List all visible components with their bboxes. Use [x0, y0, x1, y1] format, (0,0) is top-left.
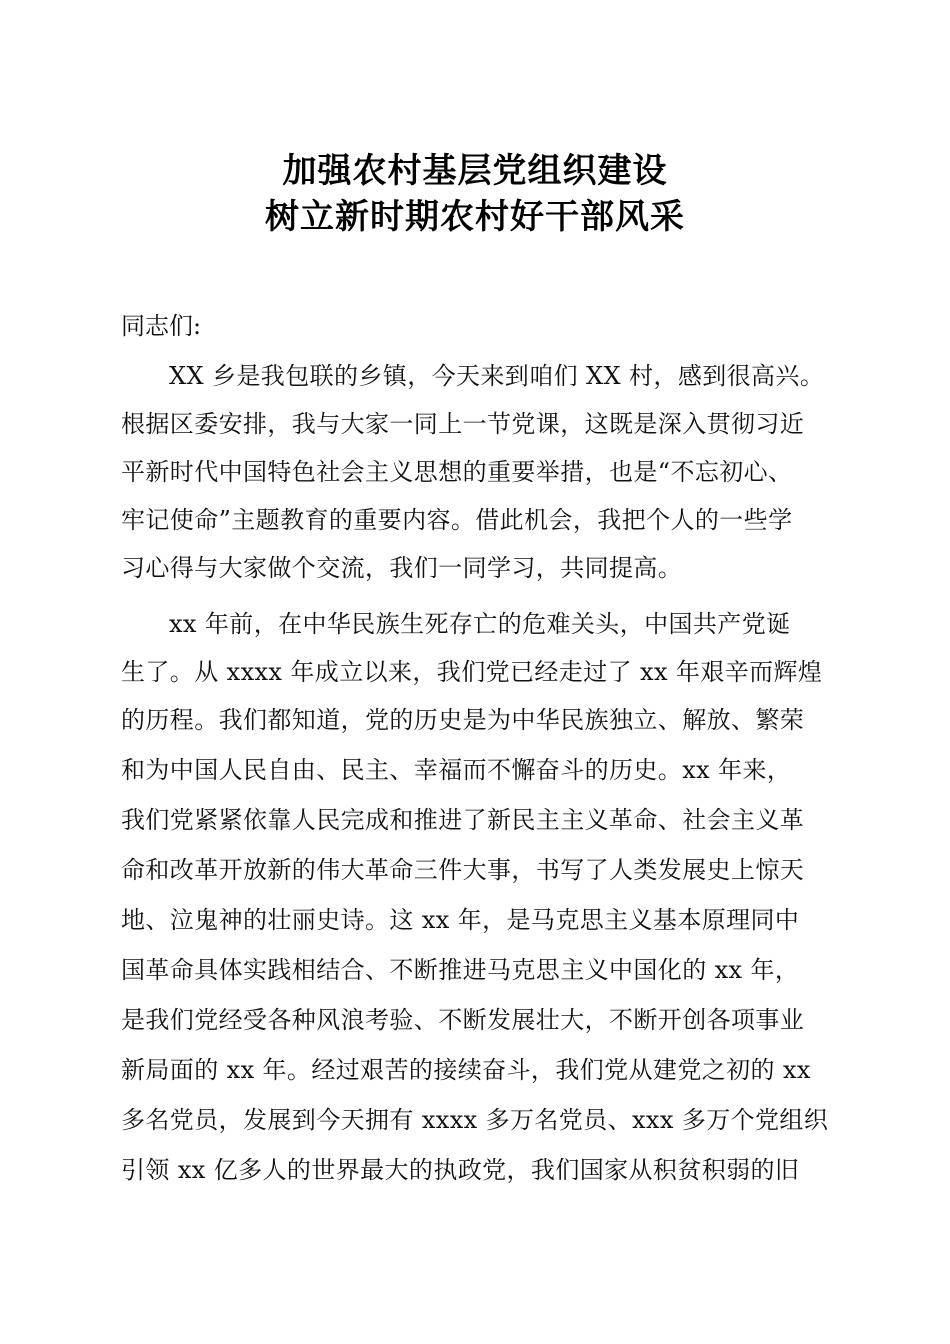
body-line: 我们党紧紧依靠人民完成和推进了新民主主义革命、社会主义革: [121, 806, 805, 834]
body-line: 国革命具体实践相结合、不断推进马克思主义中国化的 xx 年，: [121, 956, 800, 984]
body-line: 命和改革开放新的伟大革命三件大事，书写了人类发展史上惊天: [121, 856, 805, 884]
body-line: 地、泣鬼神的壮丽史诗。这 xx 年，是马克思主义基本原理同中: [121, 906, 800, 934]
salutation: 同志们:: [121, 312, 202, 340]
body-line: 的历程。我们都知道，党的历史是为中华民族独立、解放、繁荣: [121, 706, 805, 734]
body-line: 平新时代中国特色社会主义思想的重要举措，也是“不忘初心、: [121, 458, 793, 486]
body-line: 是我们党经受各种风浪考验、不断发展壮大，不断开创各项事业: [121, 1006, 805, 1034]
body-line: xx 年前，在中华民族生死存亡的危难关头，中国共产党诞: [169, 610, 791, 638]
body-line: 根据区委安排，我与大家一同上一节党课，这既是深入贯彻习近: [121, 410, 805, 438]
body-line: 引领 xx 亿多人的世界最大的执政党，我们国家从积贫积弱的旧: [121, 1156, 800, 1184]
body-line: 和为中国人民自由、民主、幸福而不懈奋斗的历史。xx 年来，: [121, 756, 792, 784]
title-line-2: 树立新时期农村好干部风采: [265, 197, 685, 237]
body-line: 习心得与大家做个交流，我们一同学习，共同提高。: [121, 554, 683, 582]
body-line: XX 乡是我包联的乡镇，今天来到咱们 XX 村，感到很高兴。: [169, 362, 825, 390]
title-line-1: 加强农村基层党组织建设: [282, 151, 668, 191]
body-line: 生了。从 xxxx 年成立以来，我们党已经走过了 xx 年艰辛而辉煌: [121, 658, 823, 686]
body-line: 新局面的 xx 年。经过艰苦的接续奋斗，我们党从建党之初的 xx: [121, 1056, 811, 1084]
body-line: 多名党员，发展到今天拥有 xxxx 多万名党员、xxx 多万个党组织: [121, 1106, 829, 1134]
document-title: [0, 148, 950, 240]
body-line: 牢记使命”主题教育的重要内容。借此机会，我把个人的一些学: [121, 506, 793, 534]
